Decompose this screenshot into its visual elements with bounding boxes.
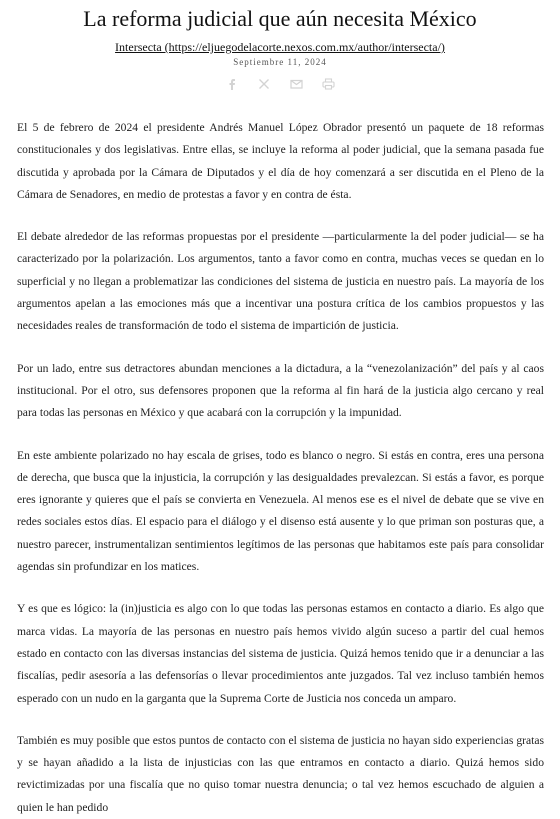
paragraph: Por un lado, entre sus detractores abundan menciones a la dictadura, a la “venezolanización” del país y al caos institucional. Por el otro, sus defensores proponen que la reforma al fin hará de la justicia algo cercano y real para todas las personas en México y que acabará con la corrupción y la impunidad. bbox=[17, 361, 544, 420]
paragraph: El debate alrededor de las reformas propuestas por el presidente —particularmente la del poder judicial— se ha caracterizado por la polarización. Los argumentos, tanto a favor como en contra, muchas veces se quedan en lo superficial y no llegan a problematizar las condiciones del sistema de justicia en nuestro país. La mayoría de los argumentos apelan a las emociones más que a incentivar una postura crítica de los cambios propuestos y las necesidades reales de transformación de todo el sistema de impartición de justicia. bbox=[17, 230, 544, 333]
paragraph: También es muy posible que estos puntos de contacto con el sistema de justicia no hayan sido experiencias gratas y se hayan añadido a la lista de injusticias con las que entramos en contacto a diario. Quizá hemos sido revictimizadas por una fiscalía que no quiso tomar nuestra denuncia; o tal vez hemos escuchado de alguien a quien le han pedido bbox=[17, 733, 544, 814]
paragraph: El 5 de febrero de 2024 el presidente Andrés Manuel López Obrador presentó un paquete de 18 reformas constitucionales y dos legislativas. Entre ellas, se incluye la reforma al poder judicial, que la semana pasada fue discutida y aprobada por la Cámara de Diputados y el día de hoy comenzará a ser discutida en el Pleno de la Cámara de Senadores, en medio de protestas a favor y en contra de ésta. bbox=[17, 121, 544, 201]
article-body bbox=[0, 117, 560, 819]
x-icon[interactable] bbox=[257, 77, 271, 91]
paragraph: En este ambiente polarizado no hay escala de grises, todo es blanco o negro. Si estás en contra, eres una persona de derecha, que busca que la injusticia, la corrupción y las desigualdades prevalezcan. Si estás a favor, es porque eres ignorante y quieres que el país se convierta en Venezuela. Al menos ese es el nivel de debate que se vive en redes sociales estos días. El espacio para el diálogo y el disenso está ausente y lo que priman son posturas que, a nuestro parecer, instrumentalizan sentimientos legítimos de las personas que habitamos este país para consolidar agendas sin profundizar en los matices. bbox=[17, 448, 544, 574]
facebook-icon[interactable] bbox=[225, 77, 239, 91]
article-title: La reforma judicial que aún necesita México bbox=[83, 6, 477, 31]
publish-date: Septiembre 11, 2024 bbox=[233, 57, 327, 67]
share-bar bbox=[0, 77, 560, 91]
print-icon[interactable] bbox=[321, 77, 335, 91]
paragraph: Y es que es lógico: la (in)justicia es algo con lo que todas las personas estamos en contacto a diario. Es algo que marca vidas. La mayoría de las personas en nuestro país hemos vivido algún suceso a partir del cual hemos estado en contacto con las diversas instancias del sistema de justicia. Quizá hemos tenido que ir a denunciar a las fiscalías, pedir asesoría a las defensorías o llevar procedimientos ante juzgados. Tal vez incluso también hemos esperado con un nudo en la garganta que la Suprema Corte de Justicia nos conceda un amparo. bbox=[17, 602, 544, 705]
author-link[interactable]: Intersecta (https://eljuegodelacorte.nexos.com.mx/author/intersecta/) bbox=[115, 40, 445, 54]
author-line bbox=[0, 40, 560, 54]
email-icon[interactable] bbox=[289, 77, 303, 91]
